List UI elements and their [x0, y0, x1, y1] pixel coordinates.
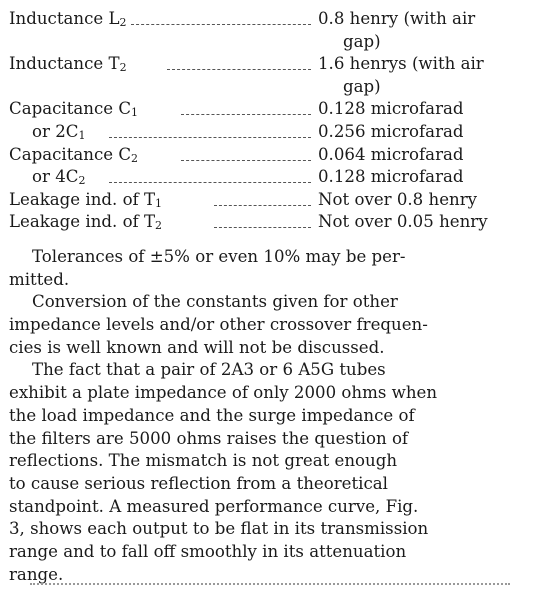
dot-leader: [131, 24, 311, 25]
text-line: range.: [9, 564, 64, 584]
spec-row-leakage-t2: [9, 211, 529, 234]
text-line: the filters are 5000 ohms raises the question of: [9, 428, 409, 448]
spec-value: 0.128 microfarad: [318, 167, 464, 187]
spec-label: or 2C1: [32, 121, 86, 142]
component-values-list: [9, 8, 529, 234]
dot-leader: [214, 227, 311, 228]
dot-leader: [109, 182, 311, 183]
paragraph-reflections: [9, 359, 533, 586]
spec-label: Leakage ind. of T2: [9, 212, 163, 233]
spec-row-inductance-l2-cont: [9, 31, 529, 54]
dot-leader: [181, 160, 311, 161]
text-line: exhibit a plate impedance of only 2000 ohms when: [9, 383, 438, 403]
spec-row-4c2: [9, 166, 529, 189]
spec-value: 0.256 microfarad: [318, 121, 464, 141]
text-line: Conversion of the constants given for other: [32, 292, 398, 312]
dot-leader: [109, 137, 311, 138]
cropped-next-line: [30, 583, 510, 591]
spec-label: Inductance L2: [9, 9, 127, 29]
dot-leader: [167, 69, 311, 70]
spec-value: 0.128 microfarad: [318, 99, 464, 119]
paragraph-conversion: [9, 291, 533, 359]
spec-label: or 4C2: [32, 167, 86, 188]
spec-row-inductance-t2-cont: [9, 76, 529, 99]
dot-leader: [181, 114, 311, 115]
spec-label: Capacitance C1: [9, 99, 139, 120]
text-line: range and to fall off smoothly in its attenuation: [9, 541, 407, 561]
text-line: reflections. The mismatch is not great enough: [9, 451, 398, 471]
spec-row-capacitance-c2: [9, 144, 529, 167]
spec-row-capacitance-c1: [9, 98, 529, 121]
spec-row-inductance-t2: [9, 53, 529, 76]
spec-value: 0.064 microfarad: [318, 144, 464, 164]
text-line: impedance levels and/or other crossover frequen-: [9, 315, 428, 335]
text-line: 3, shows each output to be flat in its transmission: [9, 519, 429, 539]
spec-value-continued: gap): [343, 31, 381, 51]
dot-leader: [214, 205, 311, 206]
spec-value: Not over 0.8 henry: [318, 189, 478, 209]
text-line: cies is well known and will not be discussed.: [9, 337, 385, 357]
text-line: to cause serious reflection from a theoretical: [9, 473, 388, 493]
spec-label: Leakage ind. of T1: [9, 189, 163, 210]
spec-value: 1.6 henrys (with air: [318, 54, 484, 74]
spec-value: 0.8 henry (with air: [318, 9, 476, 28]
spec-label: Inductance T2: [9, 54, 127, 75]
text-line: the load impedance and the surge impedance of: [9, 405, 415, 425]
spec-row-inductance-l2: [9, 8, 529, 31]
spec-value-continued: gap): [343, 76, 381, 96]
paragraph-tolerances: [9, 246, 533, 291]
text-line: The fact that a pair of 2A3 or 6 A5G tubes: [32, 360, 386, 380]
spec-row-2c1: [9, 121, 529, 144]
spec-label: Capacitance C2: [9, 144, 139, 165]
body-text: [9, 246, 533, 586]
spec-value: Not over 0.05 henry: [318, 212, 488, 232]
text-line: Tolerances of ±5% or even 10% may be per-: [32, 247, 406, 266]
spec-row-leakage-t1: [9, 189, 529, 212]
text-line: mitted.: [9, 269, 70, 289]
text-line: standpoint. A measured performance curve, Fig.: [9, 496, 419, 516]
